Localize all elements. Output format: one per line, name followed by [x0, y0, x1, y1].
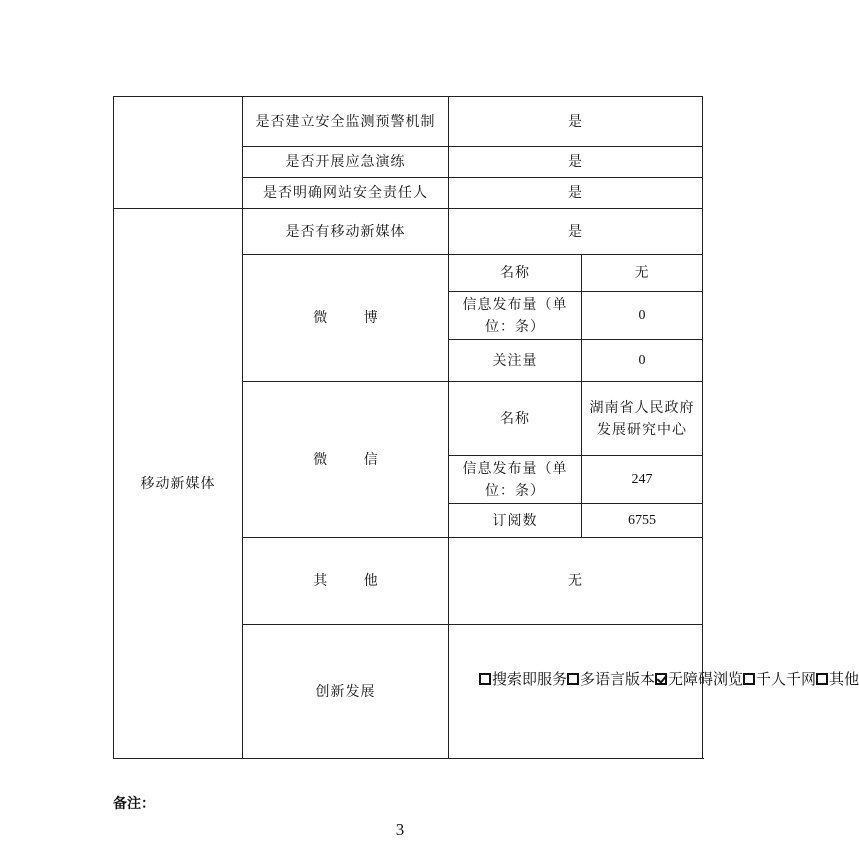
weibo-label: 微 博	[243, 255, 449, 382]
wechat-posts-value: 247	[582, 456, 703, 504]
checkbox-checked-icon[interactable]	[655, 673, 667, 685]
table-row	[114, 97, 703, 147]
remark-label: 备注：	[113, 796, 155, 812]
drill-label: 是否开展应急演练	[243, 147, 449, 178]
wechat-subscribers-label: 订阅数	[449, 504, 582, 538]
innovation-option-label: 千人千网	[756, 670, 817, 688]
weibo-name-value: 无	[582, 255, 703, 292]
wechat-subscribers-value: 6755	[582, 504, 703, 538]
warning-mechanism-value: 是	[449, 97, 703, 147]
wechat-name-label: 名称	[449, 382, 582, 456]
innovation-options	[449, 625, 859, 759]
weibo-name-label: 名称	[449, 255, 582, 292]
mobile-media-section-label: 移动新媒体	[114, 209, 243, 759]
innovation-option-label: 无障碍浏览	[668, 670, 744, 688]
innovation-option[interactable]	[816, 668, 859, 690]
responsible-person-label: 是否明确网站安全责任人	[243, 178, 449, 209]
checkbox-icon[interactable]	[567, 673, 579, 685]
drill-value: 是	[449, 147, 703, 178]
innovation-option[interactable]	[567, 668, 655, 690]
has-mobile-media-value: 是	[449, 209, 703, 255]
responsible-person-value: 是	[449, 178, 703, 209]
other-media-value: 无	[449, 538, 703, 625]
checkbox-icon[interactable]	[479, 673, 491, 685]
weibo-posts-label: 信息发布量（单位：条）	[449, 292, 582, 340]
innovation-label: 创新发展	[243, 625, 449, 759]
innovation-option-label: 其他	[829, 670, 859, 688]
page-number: 3	[395, 820, 405, 839]
innovation-option-label: 搜索即服务	[492, 670, 568, 688]
weibo-posts-value: 0	[582, 292, 703, 340]
innovation-option[interactable]	[655, 668, 743, 690]
table-row	[114, 209, 703, 255]
innovation-option-label: 多语言版本	[580, 670, 656, 688]
wechat-posts-label: 信息发布量（单位：条）	[449, 456, 582, 504]
warning-mechanism-label: 是否建立安全监测预警机制	[243, 97, 449, 147]
website-report-table	[113, 96, 859, 759]
wechat-label: 微 信	[243, 382, 449, 538]
has-mobile-media-label: 是否有移动新媒体	[243, 209, 449, 255]
weibo-followers-label: 关注量	[449, 340, 582, 382]
checkbox-icon[interactable]	[816, 673, 828, 685]
innovation-option[interactable]	[479, 668, 567, 690]
weibo-followers-value: 0	[582, 340, 703, 382]
blank-section-cell	[114, 97, 243, 209]
innovation-option[interactable]	[743, 668, 816, 690]
checkbox-icon[interactable]	[743, 673, 755, 685]
wechat-name-value: 湖南省人民政府发展研究中心	[582, 382, 703, 456]
other-media-label: 其 他	[243, 538, 449, 625]
